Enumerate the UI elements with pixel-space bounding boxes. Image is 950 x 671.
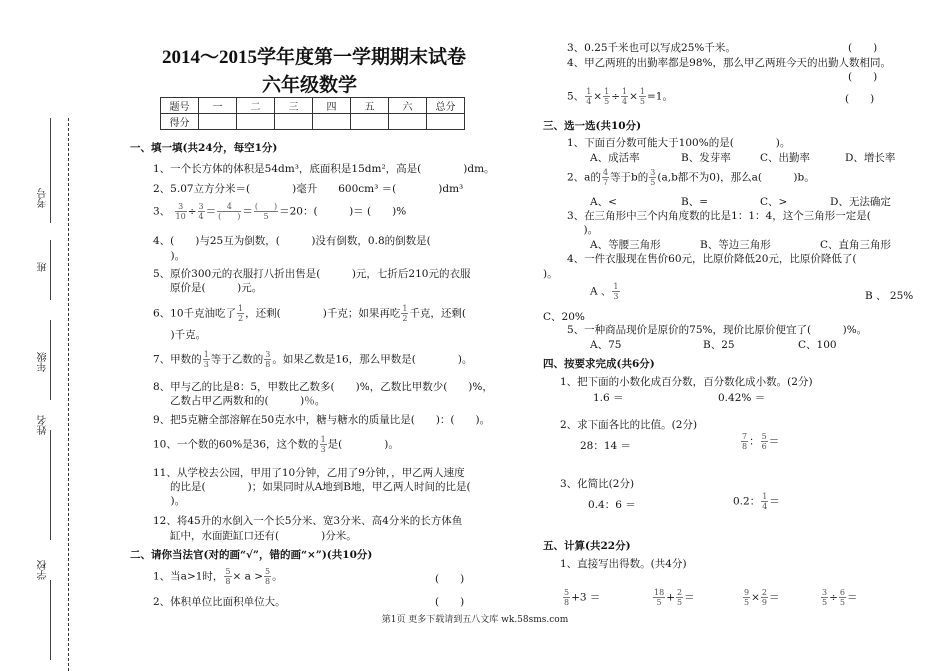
question-6: 6、10千克油吃了 $\frac{1}{2}$ ，还剩( )千克；如果再吃 $\frac{1}{2}$ 千克，还剩(: [153, 304, 467, 323]
score-head-cell: 四: [313, 98, 351, 114]
score-head-cell: 题号: [161, 98, 199, 114]
fraction: $\frac{18}{5}$: [654, 588, 665, 607]
task-2-b: $\frac{7}{8}$ ： $\frac{5}{6}$ ＝: [742, 432, 780, 451]
score-cell[interactable]: [427, 114, 465, 130]
fraction: $\frac{1}{3}$: [203, 350, 209, 369]
class-label: 班: [38, 262, 49, 272]
question-12-cont: 缸中，水面距缸口还有( )分米。: [170, 530, 357, 542]
question-6-cont: )千克。: [160, 329, 207, 341]
fraction: $\frac{1}{2}$: [402, 304, 408, 323]
q3-label: 3、: [153, 205, 171, 218]
section-4-heading: 四、按要求完成(共6分): [543, 358, 655, 370]
question-10: 10、一个数的60%是36，这个数的 $\frac{1}{3}$ 是( )。: [153, 435, 399, 454]
fraction: $\frac{1}{5}$: [639, 87, 645, 106]
task-2: 2、求下面各比的比值。(2分): [560, 419, 698, 431]
fraction: $\frac{1}{3}$: [613, 282, 619, 301]
choice-3: 3、在三角形中三个内角度数的比是1：1：4，这个三角形一定是(: [567, 210, 871, 222]
fraction: $\frac{( )}{5}$: [254, 202, 278, 221]
question-4: 4、( )与25互为倒数，( )没有倒数，0.8的倒数是(: [153, 235, 431, 247]
choice-2-option[interactable]: A、<: [590, 196, 617, 208]
fraction: $\frac{4}{7}$: [602, 168, 609, 187]
fraction: $\frac{1}{5}$: [604, 87, 610, 106]
fraction: $\frac{5}{8}$: [225, 567, 231, 586]
fraction: $\frac{7}{8}$: [742, 432, 748, 451]
score-table: [160, 97, 465, 130]
task-1-b: 0.42% ＝: [718, 392, 766, 404]
judge-1: 1、当a>1时， $\frac{5}{8}$ × a > $\frac{5}{8}$ 。: [153, 567, 283, 586]
question-11-cont: 的比是( )；如果同时从A地到B地，甲乙两人时间的比是(: [170, 481, 471, 493]
calc-item: $\frac{9}{5}$ × $\frac{2}{9}$ ＝: [744, 588, 780, 607]
choice-3-cont: )。: [573, 224, 599, 236]
score-head-cell: 五: [351, 98, 389, 114]
section-1-heading: 一、填一填(共24分，每空1分): [130, 142, 278, 154]
task-1-a: 1.6 ＝: [593, 392, 624, 404]
judge-3: 3、0.25千米也可以写成25%千米。: [567, 42, 736, 54]
fraction: $\frac{6}{5}$: [839, 588, 845, 607]
choice-2-option[interactable]: D、无法确定: [830, 196, 891, 208]
score-cell[interactable]: [237, 114, 275, 130]
question-12: 12、将45升的水倒入一个长5分米、宽3分米、高4分米的长方体鱼: [153, 515, 463, 527]
exam-subtitle: 六年级数学: [262, 75, 358, 96]
score-cell[interactable]: [199, 114, 237, 130]
judge-5: 5、 $\frac{1}{4}$ × $\frac{1}{5}$ ÷ $\frac{1}{4}$ × $\frac{1}{5}$ =1。: [567, 87, 673, 106]
question-5-cont: 原价是( )元。: [170, 282, 263, 294]
choice-4-option-b[interactable]: B 、 25%: [865, 290, 914, 302]
fraction: $\frac{1}{4}$: [586, 87, 592, 106]
choice-3-option[interactable]: A、等腰三角形: [590, 239, 661, 251]
choice-3-option[interactable]: C、直角三角形: [820, 239, 892, 251]
school-label: 学校: [38, 560, 49, 580]
fraction: $\frac{5}{6}$: [761, 432, 767, 451]
choice-4-option-a[interactable]: A 、 $\frac{1}{3}$: [590, 282, 619, 301]
task-2-a: 28：14 ＝: [580, 440, 632, 452]
question-11-cont2: )。: [160, 495, 186, 507]
choice-1-option[interactable]: B、发芽率: [681, 152, 731, 164]
choice-1: 1、下面百分数可能大于100%的是( )。: [567, 137, 791, 149]
name-label: 姓名: [38, 415, 49, 435]
class-rule: [50, 240, 51, 300]
question-5: 5、原价300元的衣服打八折出售是( )元，七折后210元的衣服: [153, 268, 471, 280]
question-1: 1、一个长方体的体积是54dm³，底面积是15dm²，高是( )dm。: [153, 163, 495, 175]
name-rule: [50, 430, 51, 540]
choice-5-option[interactable]: A、75: [590, 339, 622, 351]
section-3-heading: 三、选一选(共10分): [543, 120, 642, 132]
fraction: $\frac{3}{8}$: [265, 350, 271, 369]
fraction: $\frac{2}{5}$: [677, 588, 683, 607]
judge-2-answer[interactable]: ( ): [435, 596, 465, 608]
binding-dashed-line: [68, 118, 69, 671]
judge-4-answer[interactable]: ( ): [848, 71, 878, 83]
score-cell: 得分: [161, 114, 199, 130]
calc-1: 1、直接写出得数。(共4分): [560, 558, 687, 570]
question-3: 3、 $\frac{3}{10}$ ÷ $\frac{3}{4}$ ＝ $\frac{4}{( )}$ ＝ $\frac{( )}{5}$ ＝20：( )＝ ( )%: [153, 202, 407, 221]
score-cell[interactable]: [275, 114, 313, 130]
score-head-cell: 一: [199, 98, 237, 114]
grade-rule: [50, 320, 51, 400]
judge-2: 2、体积单位比面积单位大。: [153, 596, 286, 608]
task-3: 3、化简比(2分): [560, 478, 635, 490]
choice-2-option[interactable]: C、>: [760, 196, 788, 208]
grade-label: 年级: [38, 352, 49, 372]
score-head-cell: 六: [389, 98, 427, 114]
task-3-b: 0.2： $\frac{1}{4}$ ＝: [733, 492, 780, 511]
calc-item: $\frac{18}{5}$ + $\frac{2}{5}$ ＝: [654, 588, 695, 607]
section-5-heading: 五、计算(共22分): [543, 540, 631, 552]
fraction: $\frac{5}{8}$: [564, 588, 570, 607]
task-3-a: 0.4：6 ＝: [588, 499, 636, 511]
score-cell[interactable]: [351, 114, 389, 130]
choice-5-option[interactable]: B、25: [703, 339, 735, 351]
choice-2: 2、a的 $\frac{4}{7}$ 等于b的 $\frac{3}{5}$ (a,b都不为0)，那么a( )b。: [567, 168, 815, 187]
fraction: $\frac{1}{3}$: [320, 435, 326, 454]
choice-4: 4、一件衣服现在售价60元，比原价降低20元，比原价降低了(: [567, 253, 857, 265]
exam-no-rule: [50, 118, 51, 223]
question-11: 11、从学校去公园，甲用了10分钟，乙用了9分钟，，甲乙两人速度: [153, 467, 465, 479]
choice-4-option-c[interactable]: C、20%: [543, 311, 585, 323]
page-footer: 第1页 更多下载请到五八文库 wk.58sms.com: [381, 615, 569, 625]
question-8-cont: 乙数占甲乙两数和的( )％。: [170, 395, 326, 407]
question-4-cont: )。: [160, 250, 186, 262]
judge-3-answer[interactable]: ( ): [848, 42, 878, 54]
calc-item: $\frac{3}{5}$ ÷ $\frac{6}{5}$ ＝: [822, 588, 858, 607]
score-head-cell: 总分: [427, 98, 465, 114]
fraction: $\frac{9}{5}$: [744, 588, 750, 607]
score-cell[interactable]: [313, 114, 351, 130]
fraction: $\frac{2}{9}$: [761, 588, 767, 607]
question-2: 2、5.07立方分米＝( )毫升 600cm³ ＝( )dm³: [153, 183, 464, 195]
section-2-heading: 二、请你当法官(对的画“√”，错的画“×”)(共10分): [130, 549, 373, 561]
choice-3-option[interactable]: B、等边三角形: [700, 239, 771, 251]
judge-5-answer[interactable]: ( ): [845, 93, 875, 105]
choice-1-option[interactable]: D、增长率: [845, 152, 896, 164]
score-head-cell: 二: [237, 98, 275, 114]
question-8: 8、甲与乙的比是8：5，甲数比乙数多( )%，乙数比甲数少( )%，: [153, 381, 493, 393]
choice-5-option[interactable]: C、100: [798, 339, 837, 351]
score-head-cell: 三: [275, 98, 313, 114]
fraction: $\frac{4}{( )}$: [218, 202, 241, 221]
choice-4-cont: )。: [543, 268, 558, 280]
exam-no-label: 考号: [38, 188, 49, 208]
question-9: 9、把5克糖全部溶解在50克水中，糖与糖水的质量比是( )：( )。: [153, 414, 491, 426]
choice-1-option[interactable]: A、成活率: [590, 152, 640, 164]
fraction: $\frac{3}{5}$: [650, 168, 656, 187]
fraction: $\frac{1}{2}$: [238, 304, 244, 323]
score-cell[interactable]: [389, 114, 427, 130]
choice-2-option[interactable]: B、=: [681, 196, 709, 208]
question-7: 7、甲数的 $\frac{1}{3}$ 等于乙数的 $\frac{3}{8}$ 。如果乙数是16，那么甲数是( )。: [153, 350, 473, 369]
fraction: $\frac{5}{8}$: [265, 567, 271, 586]
fraction: $\frac{1}{4}$: [762, 492, 768, 511]
fraction: $\frac{3}{10}$: [175, 202, 186, 221]
calc-item: $\frac{5}{8}$ +3 ＝: [564, 588, 601, 607]
choice-5: 5、一种商品现价是原价的75%，现价比原价便宜了( )%。: [567, 324, 868, 336]
fraction: $\frac{1}{4}$: [622, 87, 628, 106]
judge-4: 4、甲乙两班的出勤率都是98%，那么甲乙两班今天的出勤人数相同。: [567, 57, 892, 69]
exam-title: 2014～2015学年度第一学期期末试卷: [162, 47, 467, 68]
judge-1-answer[interactable]: ( ): [435, 573, 465, 585]
fraction: $\frac{3}{5}$: [822, 588, 828, 607]
choice-1-option[interactable]: C、出勤率: [760, 152, 811, 164]
task-1: 1、把下面的小数化成百分数，百分数化成小数。(2分): [560, 376, 813, 388]
fraction: $\frac{3}{4}$: [198, 202, 204, 221]
